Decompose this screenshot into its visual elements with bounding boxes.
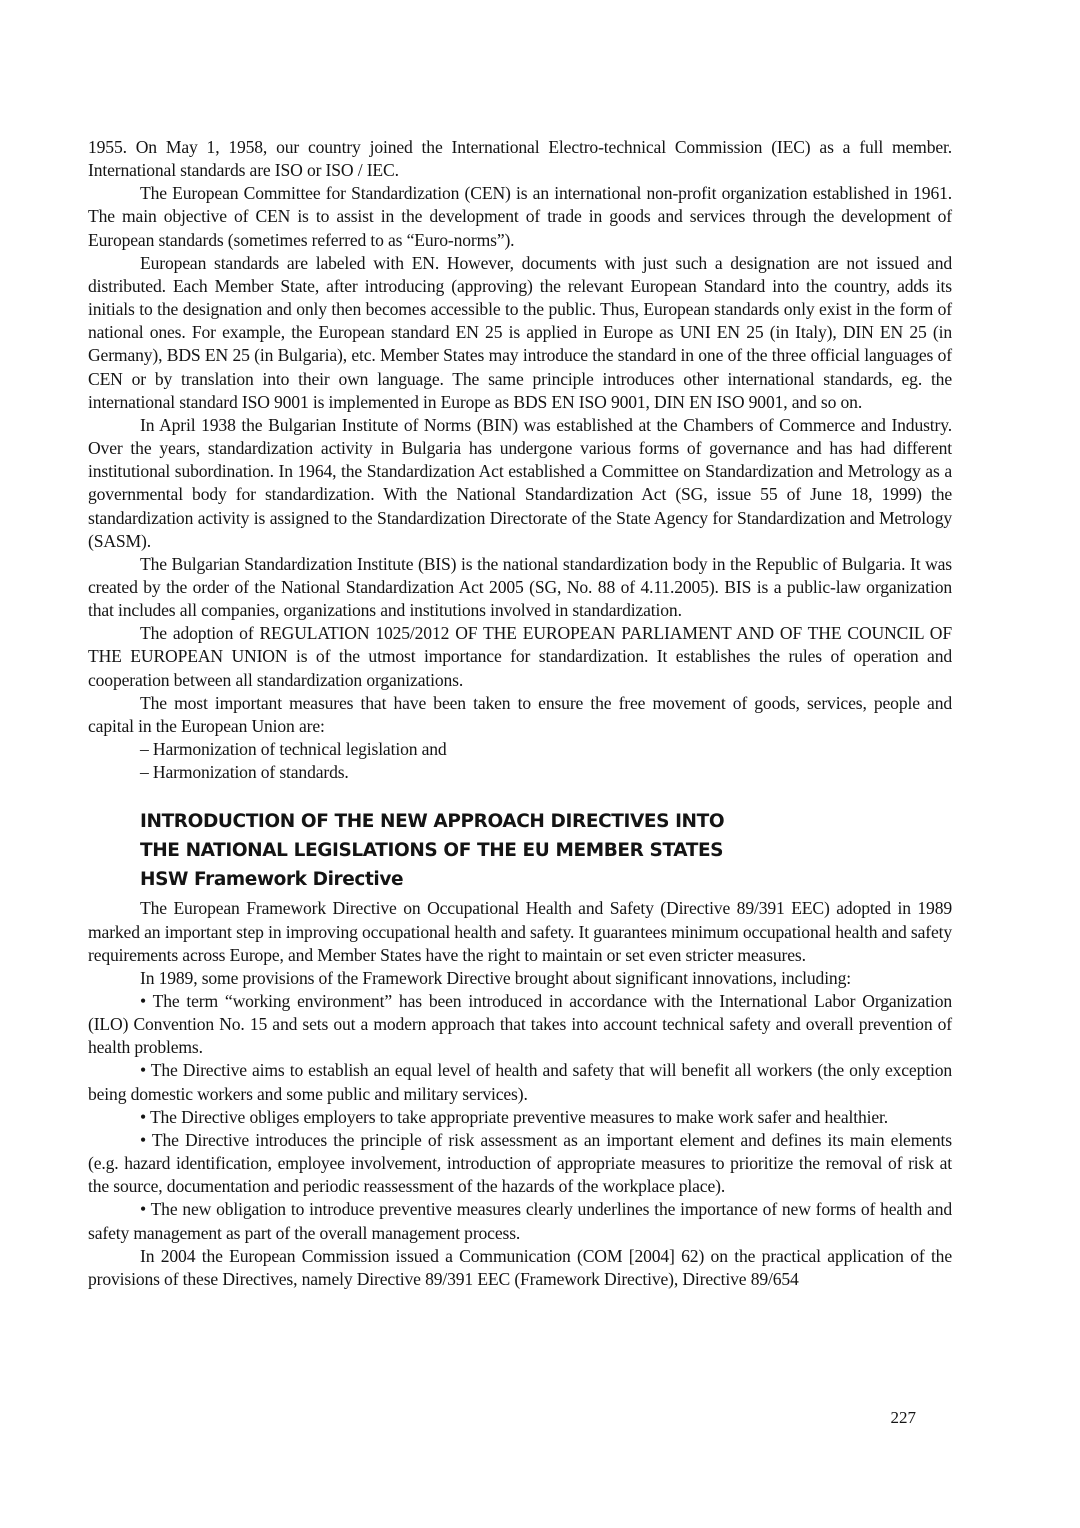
paragraph-free-movement: The most important measures that have been taken to ensure the free movement of goods, services, people and capital in the European Union are: bbox=[88, 692, 952, 736]
section-heading-block bbox=[88, 807, 952, 894]
paragraph-european-standards: European standards are labeled with EN. However, documents with just such a designation are not issued and distributed. Each Member State, after introducing (approving) the relevant European Standard into the country, adds its initials to the designation and only then becomes accessible to the public. Thus, European standards only exist in the form of national ones. For example, the European standard EN 25 is applied in Europe as UNI EN 25 (in Italy), DIN EN 25 (in Germany), BDS EN 25 (in Bulgaria), etc. Member States may introduce the standard in one of the three official languages of CEN or by translation into their own language. The same principle introduces other international standards, eg. the international standard ISO 9001 is implemented in Europe as BDS EN ISO 9001, DIN EN ISO 9001, and so on. bbox=[88, 252, 952, 412]
paragraph-bis: The Bulgarian Standardization Institute (BIS) is the national standardization body in the Republic of Bulgaria. It was created by the order of the National Standardization Act 2005 (SG, No. 88 of 4.11.2005). BIS is a public-law organization that includes all companies, organizations and institutions involved in standardization. bbox=[88, 553, 952, 621]
section-heading-line-1: INTRODUCTION OF THE NEW APPROACH DIRECTIVES INTO bbox=[140, 811, 725, 833]
list-item: – Harmonization of technical legislation and bbox=[140, 739, 447, 760]
subsection-heading: HSW Framework Directive bbox=[140, 869, 404, 891]
page-number: 227 bbox=[890, 1408, 916, 1427]
paragraph-framework-directive: The European Framework Directive on Occupational Health and Safety (Directive 89/391 EEC) adopted in 1989 marked an important step in improving occupational health and safety. It guarantees minimum occupational health and safety requirements across Europe, and Member States have the right to maintain or set even stricter measures. bbox=[88, 898, 952, 965]
paragraph-innovations-intro: In 1989, some provisions of the Framework Directive brought about significant innovations, including: bbox=[140, 967, 851, 988]
paragraph-bin-history: In April 1938 the Bulgarian Institute of Norms (BIN) was established at the Chambers of Commerce and Industry. Over the years, standardization activity in Bulgaria has undergone various forms of governance and has had different institutional subordination. In 1964, the Standardization Act established a Committee on Standardization and Metrology as a governmental body for standardization. With the National Standardization Act (SG, issue 55 of June 18, 1999) the standardization activity is assigned to the Standardization Directorate of the State Agency for Standardization and Metrology (SASM). bbox=[88, 414, 952, 551]
bullet-paragraph: • The new obligation to introduce preventive measures clearly underlines the importance of new forms of health and safety management as part of the overall management process. bbox=[88, 1199, 952, 1243]
bullet-paragraph: • The Directive introduces the principle of risk assessment as an important element and defines its main elements (e.g. hazard identification, employee involvement, introduction of appropriate measures to prioritize the removal of risk at the source, documentation and periodic reassessment of the hazards of the workplace place). bbox=[88, 1129, 952, 1197]
paragraph-continued: 1955. On May 1, 1958, our country joined the International Electro-technical Commission (IEC) as a full member. International standards are ISO or ISO / IEC. bbox=[88, 137, 952, 181]
paragraph-regulation: The adoption of REGULATION 1025/2012 OF THE EUROPEAN PARLIAMENT AND OF THE COUNCIL OF THE EUROPEAN UNION is of the utmost importance for standardization. It establishes the rules of operation and cooperation between all standardization organizations. bbox=[88, 623, 952, 690]
list-item: – Harmonization of standards. bbox=[140, 762, 349, 783]
bullet-paragraph: • The Directive aims to establish an equal level of health and safety that will benefit all workers (the only exception being domestic workers and some public and military services). bbox=[88, 1060, 952, 1104]
bullet-paragraph: • The Directive obliges employers to take appropriate preventive measures to make work safer and healthier. bbox=[140, 1106, 888, 1127]
paragraph-communication-2004: In 2004 the European Commission issued a Communication (COM [2004] 62) on the practical application of the provisions of these Directives, namely Directive 89/391 EEC (Framework Directive), Directive 89/654 bbox=[88, 1245, 952, 1289]
bullet-paragraph: • The term “working environment” has been introduced in accordance with the International Labor Organization (ILO) Convention No. 15 and sets out a modern approach that takes into account technical safety and overall prevention of health problems. bbox=[88, 991, 952, 1058]
text-column bbox=[88, 136, 952, 1291]
paragraph-cen: The European Committee for Standardization (CEN) is an international non-profit organization established in 1961. The main objective of CEN is to assist in the development of trade in goods and services through the development of European standards (sometimes referred to as “Euro-norms”). bbox=[88, 183, 952, 250]
section-heading-line-2: THE NATIONAL LEGISLATIONS OF THE EU MEMBER STATES bbox=[140, 840, 724, 862]
